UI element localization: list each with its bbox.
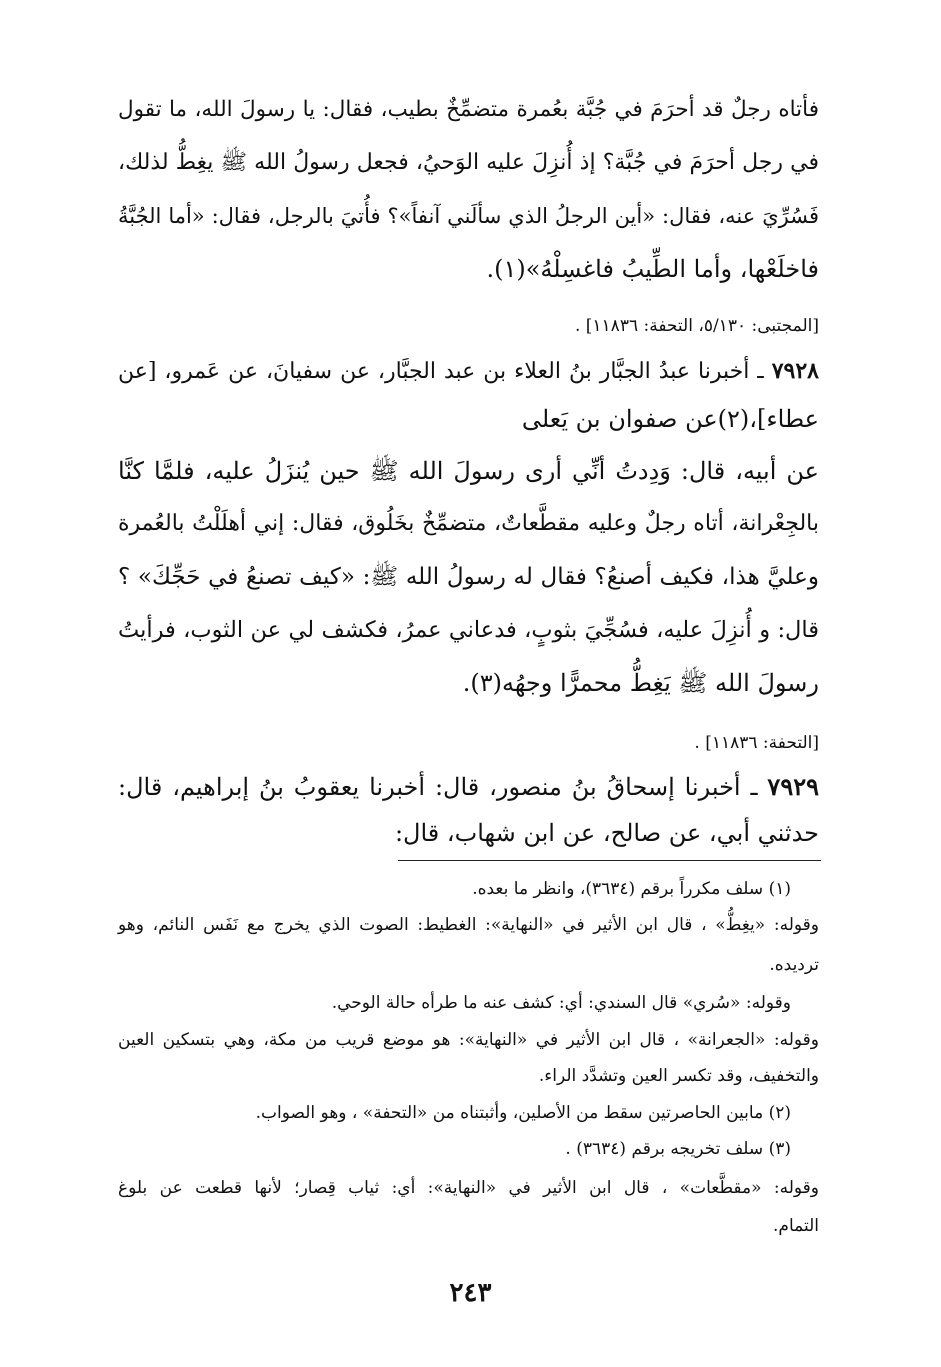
hadith-number: ٧٩٢٨ xyxy=(771,358,819,384)
footnote-line: ترديده. xyxy=(769,955,819,975)
hadith-isnad: ـ أخبرنا إسحاقُ بنُ منصور، قال: أخبرنا يعقوبُ بنُ إبراهيم، قال: xyxy=(118,773,758,801)
text-line: فَسُرِّيَ عنه، فقال: «أين الرجلُ الذي سألَني آنفاً»؟ فأُتيَ بالرجل، فقال: «أما الجُبَّةُ xyxy=(118,204,819,228)
page-number: ٢٤٣ xyxy=(449,1278,492,1308)
footnote-line: وقوله: «الجعرانة» ، قال ابن الأثير في «النهاية»: هو موضع قريب من مكة، وهي بتسكين العين xyxy=(118,1030,819,1050)
reference-note: [المجتبى: ٥/١٣٠، التحفة: ١١٨٣٦] . xyxy=(574,316,819,336)
footnote-separator xyxy=(398,860,821,861)
footnote-line: التمام. xyxy=(773,1216,819,1236)
text-line: فاخلَعْها، وأما الطِّيبُ فاغسِلْهُ»(١). xyxy=(486,255,819,283)
text-line: فأتاه رجلٌ قد أحرَمَ في جُبَّة بعُمرة متضمِّخٌ بطيب، فقال: يا رسولَ الله، ما تقول xyxy=(118,97,819,122)
footnote-2: (٢) مابين الحاصرتين سقط من الأصلين، وأثبتناه من «التحفة» ، وهو الصواب. xyxy=(255,1103,791,1123)
hadith-isnad: ـ أخبرنا عبدُ الجبَّار بنُ العلاء بن عبد الجبَّار، عن سفيانَ، عن عَمرو، [عن xyxy=(118,359,764,384)
text-line: في رجل أحرَمَ في جُبَّة؟ إذ أُنزِلَ عليه الوَحيُ، فجعل رسولُ الله ﷺ يغِطُّ لذلك، xyxy=(118,150,819,175)
text-line: وعليَّ هذا، فكيف أصنعُ؟ فقال له رسولُ الله ﷺ: «كيف تصنعُ في حَجِّكَ» ؟ xyxy=(118,564,819,590)
footnote-line: وقوله: «يغِطُّ» ، قال ابن الأثير في «النهاية»: الغطيط: الصوت الذي يخرج مع نَفَس النائم، وهو xyxy=(118,915,819,935)
hadith-header-line xyxy=(118,355,819,388)
text-line: قال: و أُنزِلَ عليه، فسُجِّيَ بثوبٍ، فدعاني عمرُ، فكشف لي عن الثوب، فرأيتُ xyxy=(118,617,819,643)
text-line: رسولَ الله ﷺ يَغِطُّ محمرًّا وجهُه(٣). xyxy=(462,669,819,697)
text-line: عطاء]،(٢)عن صفوان بن يَعلى xyxy=(521,405,819,433)
text-line: بالجِعْرانة، أتاه رجلٌ وعليه مقطَّعاتٌ، متضمِّخٌ بخَلُوق، فقال: إني أهلَلْتُ بالعُمرة xyxy=(118,511,819,536)
footnote-3: (٣) سلف تخريجه برقم (٣٦٣٤) . xyxy=(565,1139,791,1159)
footnote-line: وقوله: «سُري» قال السندي: أي: كشف عنه ما طرأه حالة الوحي. xyxy=(331,993,791,1013)
text-line: عن أبيه، قال: وَدِدتُ أنِّي أرى رسولَ الله ﷺ حين يُنزَلُ عليه، فلمَّا كنَّا xyxy=(118,457,819,485)
footnote-line: وقوله: «مقطَّعات» ، قال ابن الأثير في «النهاية»: أي: ثياب قِصار؛ لأنها قطعت عن بلوغ xyxy=(118,1178,819,1198)
footnote-line: والتخفيف، وقد تكسر العين وتشدَّد الراء. xyxy=(538,1066,819,1086)
reference-note: [التحفة: ١١٨٣٦] . xyxy=(694,733,819,753)
hadith-header-line xyxy=(118,771,819,803)
text-line: حدثني أبي، عن صالح، عن ابن شهاب، قال: xyxy=(394,819,819,847)
footnote-1: (١) سلف مكرراً برقم (٣٦٣٤)، وانظر ما بعده. xyxy=(472,879,791,899)
hadith-number: ٧٩٢٩ xyxy=(767,772,819,801)
